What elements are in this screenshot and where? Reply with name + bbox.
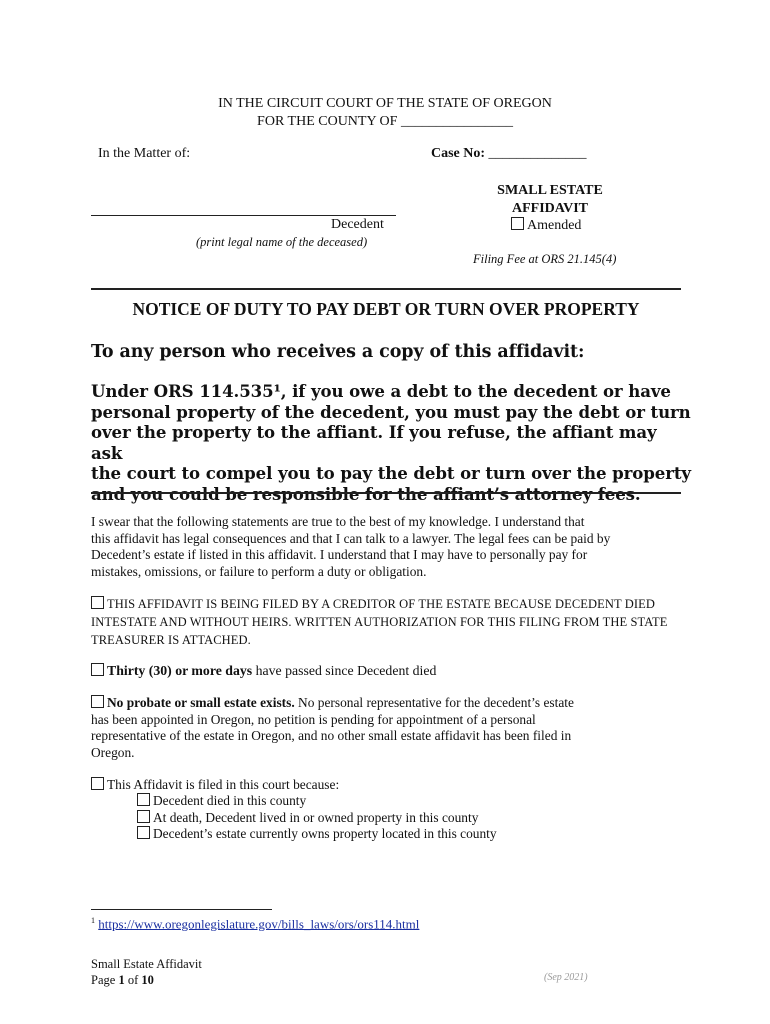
sub-option-died-in-county[interactable] (137, 793, 497, 810)
notice-top-rule (91, 288, 681, 290)
page-prefix: Page (91, 973, 119, 987)
no-probate-line: representative of the estate in Oregon, and no other small estate affidavit has been filed in (91, 728, 572, 743)
page-current: 1 (118, 973, 125, 987)
creditor-line: INTESTATE AND WITHOUT HEIRS. WRITTEN AUTHORIZATION FOR THIS FILING FROM THE STATE (91, 615, 668, 629)
amended-checkbox[interactable] (511, 217, 524, 230)
amended-label: Amended (527, 218, 582, 233)
form-title (450, 182, 650, 217)
notice-body-line: personal property of the decedent, you must pay the debt or turn (91, 401, 691, 422)
thirty-days-checkbox[interactable] (91, 663, 104, 676)
swear-line: Decedent’s estate if listed in this affidavit. I understand that I may have to personally pay for (91, 547, 588, 562)
thirty-days-bold: Thirty (30) or more days (107, 663, 253, 678)
amended-checkbox-row[interactable] (511, 217, 581, 234)
footnote-marker: 1 (91, 916, 95, 925)
decedent-label: Decedent (331, 217, 384, 232)
swear-paragraph (91, 514, 691, 580)
creditor-text: THIS AFFIDAVIT IS BEING FILED BY A CREDITOR OF THE ESTATE BECAUSE DECEDENT DIED (107, 597, 656, 611)
sub-option-checkbox[interactable] (137, 810, 150, 823)
form-title-line1: SMALL ESTATE (497, 183, 603, 198)
court-name-line: IN THE CIRCUIT COURT OF THE STATE OF OREGON (218, 96, 552, 111)
footnote-link[interactable]: https://www.oregonlegislature.gov/bills_laws/ors/ors114.html (98, 916, 420, 932)
court-because-text: This Affidavit is filed in this court because: (107, 777, 340, 792)
case-no-blank: ______________ (488, 146, 587, 161)
thirty-days-option[interactable] (91, 663, 436, 680)
creditor-line: TREASURER IS ATTACHED. (91, 633, 251, 647)
form-title-line2: AFFIDAVIT (512, 200, 588, 216)
notice-heading: NOTICE OF DUTY TO PAY DEBT OR TURN OVER PROPERTY (132, 299, 640, 319)
creditor-line (91, 595, 691, 613)
sub-option-label: Decedent died in this county (153, 793, 307, 808)
no-probate-option[interactable] (91, 695, 691, 761)
creditor-checkbox[interactable] (91, 596, 104, 609)
case-no-label: Case No: (431, 146, 486, 161)
swear-line: I swear that the following statements are true to the best of my knowledge. I understand that (91, 514, 585, 529)
swear-line: mistakes, omissions, or failure to perform a duty or obligation. (91, 563, 427, 579)
sub-option-label: At death, Decedent lived in or owned property in this county (153, 809, 479, 825)
county-sub-options (137, 793, 497, 843)
notice-body-line: over the property to the affiant. If you refuse, the affiant may ask (91, 422, 657, 463)
notice-body-line: Under ORS 114.535¹, if you owe a debt to the decedent or have (91, 381, 671, 401)
case-number-field[interactable] (431, 146, 587, 162)
filing-fee-note: Filing Fee at ORS 21.145(4) (473, 252, 617, 266)
court-because-checkbox[interactable] (91, 777, 104, 790)
no-probate-text: No personal representative for the decedent’s estate (294, 695, 574, 710)
no-probate-checkbox[interactable] (91, 695, 104, 708)
creditor-option[interactable] (91, 595, 691, 649)
revision-date: (Sep 2021) (544, 972, 588, 983)
sub-option-property-in-county[interactable] (137, 826, 497, 843)
thirty-days-text: have passed since Decedent died (252, 663, 437, 678)
notice-body-line (91, 484, 691, 505)
page-of: of (124, 973, 142, 987)
notice-body (91, 381, 691, 505)
page-footer (91, 956, 202, 988)
no-probate-first-line (91, 695, 691, 712)
footer-title: Small Estate Affidavit (91, 957, 202, 971)
sub-option-checkbox[interactable] (137, 826, 150, 839)
county-line: FOR THE COUNTY OF ________________ (257, 114, 513, 129)
sub-option-lived-in-county[interactable] (137, 810, 497, 827)
page-total: 10 (141, 973, 154, 987)
decedent-name-line[interactable] (91, 215, 396, 216)
sub-option-label: Decedent’s estate currently owns property located in this county (153, 826, 497, 841)
page-number (91, 972, 202, 988)
notice-to-line: To any person who receives a copy of this affidavit: (91, 342, 585, 362)
sub-option-checkbox[interactable] (137, 793, 150, 806)
matter-label: In the Matter of: (98, 146, 191, 161)
no-probate-bold: No probate or small estate exists. (107, 695, 295, 710)
notice-body-line: the court to compel you to pay the debt or turn over the property (91, 463, 691, 484)
footnote-rule (91, 909, 272, 910)
decedent-hint: (print legal name of the deceased) (196, 235, 368, 249)
notice-bottom-rule (91, 492, 681, 494)
no-probate-line: has been appointed in Oregon, no petition is pending for appointment of a personal (91, 711, 536, 727)
swear-line: this affidavit has legal consequences and that I can talk to a lawyer. The legal fees can be paid by (91, 530, 611, 546)
court-because-option[interactable] (91, 777, 339, 794)
no-probate-line: Oregon. (91, 744, 135, 760)
footnote (91, 916, 419, 932)
